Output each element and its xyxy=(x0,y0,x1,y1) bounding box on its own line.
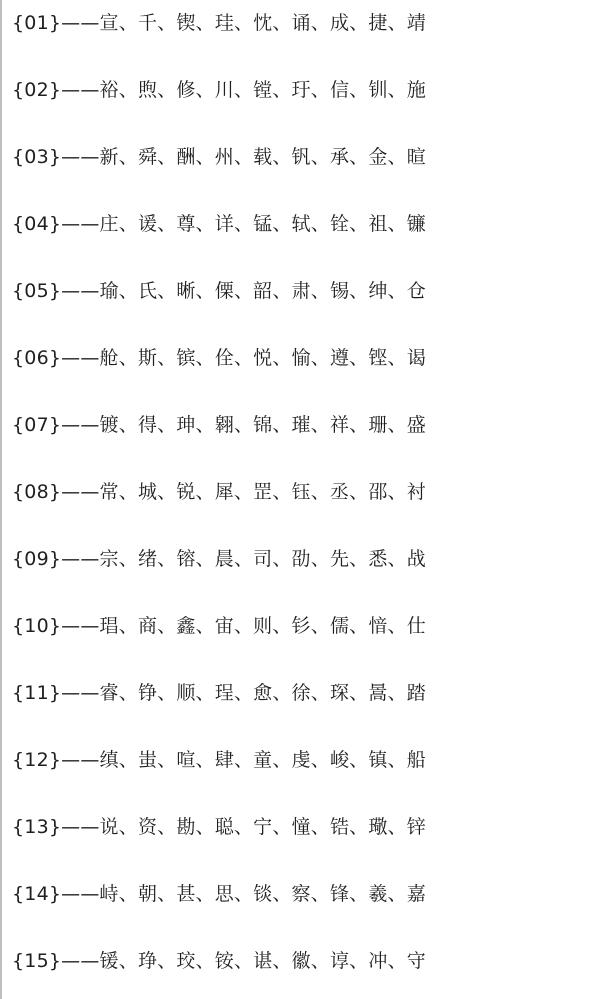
name-list-line-14: {14}——峙、朝、甚、思、锬、察、锋、羲、嘉 xyxy=(12,883,426,905)
name-list-line-12: {12}——缜、蚩、喧、肆、童、虔、峻、镇、船 xyxy=(12,749,426,771)
name-list-line-03: {03}——新、舜、酬、州、载、钒、承、金、暄 xyxy=(12,146,426,168)
name-list-line-09: {09}——宗、绪、镕、晨、司、劭、先、悉、战 xyxy=(12,548,426,570)
left-border-line xyxy=(0,0,2,999)
name-list-line-04: {04}——庄、谖、尊、详、锰、轼、铨、祖、镰 xyxy=(12,213,426,235)
name-list-line-11: {11}——睿、铮、顺、珵、愈、徐、琛、暠、踏 xyxy=(12,682,426,704)
name-list-line-10: {10}——琩、商、鑫、宙、则、钐、儒、愔、仕 xyxy=(12,615,426,637)
name-list-line-05: {05}——瑜、氏、晰、傈、韶、肃、锡、绅、仓 xyxy=(12,280,426,302)
name-list-line-01: {01}——宣、千、锲、珪、忱、诵、成、捷、靖 xyxy=(12,12,426,34)
name-list-line-13: {13}——说、资、勘、聪、宁、憧、锆、璥、锌 xyxy=(12,816,426,838)
name-list-line-06: {06}——舱、斯、镔、佺、悦、愉、遵、铿、谒 xyxy=(12,347,426,369)
name-list-line-08: {08}——常、城、锐、犀、罡、钰、丞、邵、衬 xyxy=(12,481,426,503)
name-list-line-02: {02}——裕、煦、修、川、镗、玗、信、钏、施 xyxy=(12,79,426,101)
name-list-line-15: {15}——锾、琤、珓、铵、谌、徽、谆、冲、守 xyxy=(12,950,426,972)
name-list-line-07: {07}——镀、得、珅、翱、锦、璀、祥、珊、盛 xyxy=(12,414,426,436)
